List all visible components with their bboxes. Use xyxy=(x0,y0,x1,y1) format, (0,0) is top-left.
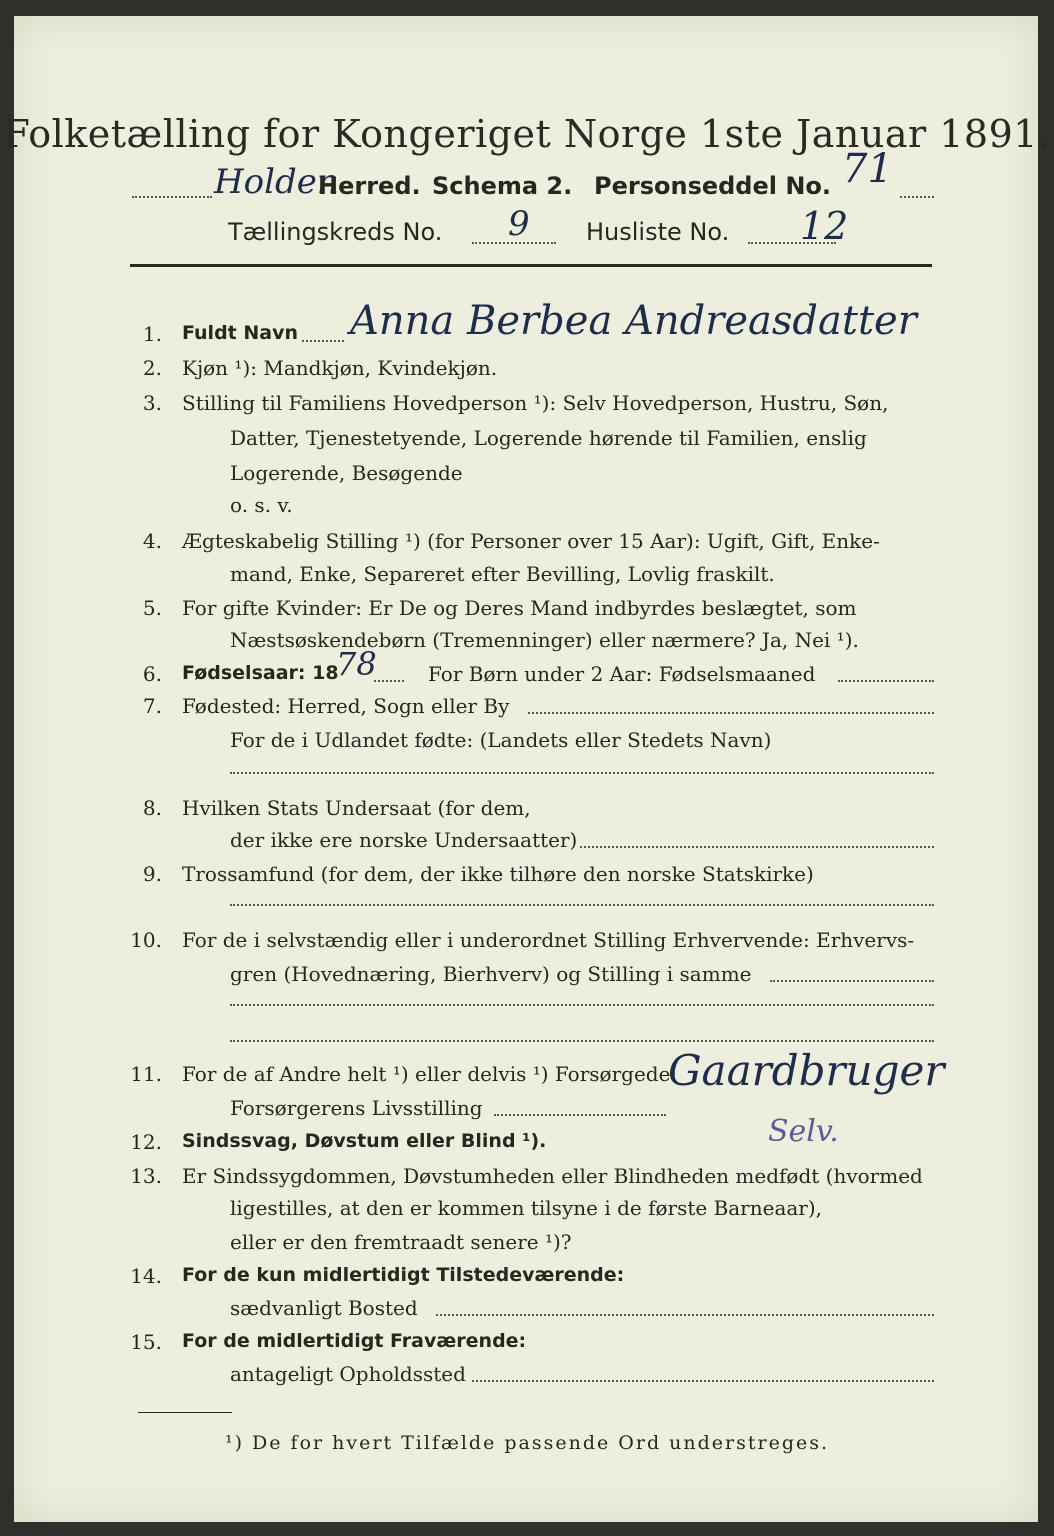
item-15-line: antageligt Opholdssted xyxy=(230,1362,466,1386)
religion-dotline xyxy=(230,904,934,906)
item-number: 12. xyxy=(130,1130,162,1154)
name-dotline xyxy=(302,340,344,342)
header-divider xyxy=(130,264,932,267)
item-number: 4. xyxy=(142,529,162,553)
herred-dotline xyxy=(132,196,212,198)
item-9-line: Trossamfund (for dem, der ikke tilhøre den norske Statskirke) xyxy=(182,862,814,886)
item-number: 15. xyxy=(130,1330,162,1354)
item-1-label: Fuldt Navn xyxy=(182,322,299,344)
item-number: 9. xyxy=(142,862,162,886)
item-11-line: Forsørgerens Livsstilling xyxy=(230,1096,483,1120)
item-8-line: der ikke ere norske Undersaatter) xyxy=(230,828,578,852)
item-13-line: eller er den fremtraadt senere ¹)? xyxy=(230,1230,572,1254)
handwritten-disability-note: Selv. xyxy=(768,1114,839,1149)
schema-label: Schema 2. xyxy=(432,172,573,200)
husliste-label: Husliste No. xyxy=(586,218,730,246)
item-number: 13. xyxy=(130,1164,162,1188)
occupation-dotline xyxy=(770,980,934,982)
herred-label: Herred. xyxy=(318,172,421,200)
handwritten-husliste-no: 12 xyxy=(800,204,849,248)
handwritten-name: Anna Berbea Andreasdatter xyxy=(350,298,917,344)
item-number: 11. xyxy=(130,1062,162,1086)
handwritten-provider-occupation: Gaardbruger xyxy=(668,1046,945,1095)
item-13-line: ligestilles, at den er kommen tilsyne i de første Barneaar), xyxy=(230,1196,823,1220)
foreign-birthplace-dotline xyxy=(230,772,934,774)
item-7-line: Fødested: Herred, Sogn eller By xyxy=(182,694,510,718)
footnote-divider xyxy=(138,1412,232,1413)
item-14-line: For de kun midlertidigt Tilstedeværende: xyxy=(182,1264,625,1286)
item-11-line: For de af Andre helt ¹) eller delvis ¹) Forsørgede: xyxy=(182,1062,678,1086)
item-3-line: Stilling til Familiens Hovedperson ¹): Selv Hovedperson, Hustru, Søn, xyxy=(182,391,889,415)
handwritten-personseddel-no: 71 xyxy=(842,146,893,192)
taellingskreds-label: Tællingskreds No. xyxy=(228,218,443,246)
birthmonth-dotline xyxy=(838,680,934,682)
item-5-line: For gifte Kvinder: Er De og Deres Mand indbyrdes beslægtet, som xyxy=(182,596,857,620)
personseddel-dotline xyxy=(900,196,934,198)
birthplace-dotline xyxy=(528,712,934,714)
item-number: 6. xyxy=(142,662,162,686)
item-number: 1. xyxy=(142,322,162,346)
item-10-line: gren (Hovednæring, Bierhverv) og Stilling i samme xyxy=(230,962,752,986)
item-12-line: Sindssvag, Døvstum eller Blind ¹). xyxy=(182,1130,547,1152)
item-3-line: Logerende, Besøgende xyxy=(230,461,463,485)
provider-dotline xyxy=(494,1114,666,1116)
usual-residence-dotline xyxy=(436,1314,934,1316)
item-number: 2. xyxy=(142,356,162,380)
handwritten-birth-year: 78 xyxy=(336,645,377,683)
handwritten-taellingskreds-no: 9 xyxy=(508,204,530,244)
temporary-residence-dotline xyxy=(472,1380,934,1382)
item-6-label: Fødselsaar: 18 xyxy=(182,662,339,684)
birthyear-dotline xyxy=(374,680,404,682)
item-number: 14. xyxy=(130,1264,162,1288)
item-number: 3. xyxy=(142,391,162,415)
item-4-line: mand, Enke, Separeret efter Bevilling, Lovlig fraskilt. xyxy=(230,562,775,586)
item-number: 5. xyxy=(142,596,162,620)
item-14-line: sædvanligt Bosted xyxy=(230,1296,418,1320)
item-6-line: For Børn under 2 Aar: Fødselsmaaned xyxy=(428,662,816,686)
item-number: 8. xyxy=(142,796,162,820)
occupation-dotline-2 xyxy=(230,1004,934,1006)
item-number: 7. xyxy=(142,694,162,718)
form-title: Folketælling for Kongeriget Norge 1ste Januar 1891. xyxy=(3,112,1051,156)
citizenship-dotline xyxy=(580,846,934,848)
item-7-line: For de i Udlandet fødte: (Landets eller Stedets Navn) xyxy=(230,728,772,752)
footnote: ¹) De for hvert Tilfælde passende Ord understreges. xyxy=(224,1432,830,1454)
item-10-line: For de i selvstændig eller i underordnet Stilling Erhvervende: Erhvervs- xyxy=(182,928,915,952)
personseddel-label: Personseddel No. xyxy=(594,172,832,200)
item-3-line: Datter, Tjenestetyende, Logerende hørende til Familien, enslig xyxy=(230,426,867,450)
item-number: 10. xyxy=(130,928,162,952)
handwritten-herred: Holden xyxy=(214,162,339,202)
item-15-line: For de midlertidigt Fraværende: xyxy=(182,1330,527,1352)
occupation-dotline-3 xyxy=(230,1040,934,1042)
item-5-line: Næstsøskendebørn (Tremenninger) eller nærmere? Ja, Nei ¹). xyxy=(230,628,859,652)
item-13-line: Er Sindssygdommen, Døvstumheden eller Blindheden medfødt (hvormed xyxy=(182,1164,923,1188)
item-2-line: Kjøn ¹): Mandkjøn, Kvindekjøn. xyxy=(182,356,498,380)
item-8-line: Hvilken Stats Undersaat (for dem, xyxy=(182,796,531,820)
item-3-line: o. s. v. xyxy=(230,493,293,517)
item-4-line: Ægteskabelig Stilling ¹) (for Personer over 15 Aar): Ugift, Gift, Enke- xyxy=(182,529,880,553)
